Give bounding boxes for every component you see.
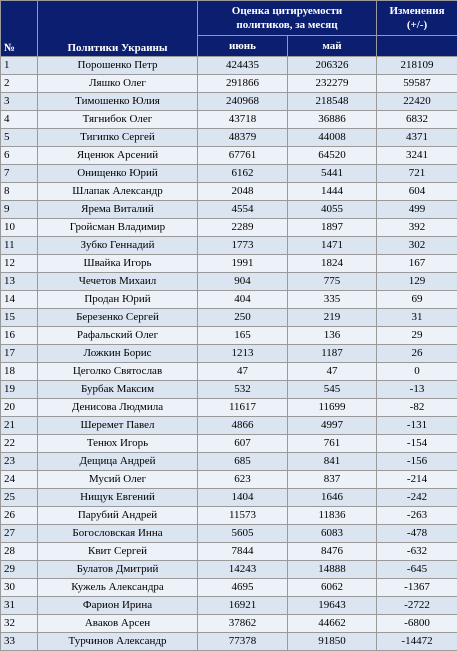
politician-name-cell: Аваков Арсен xyxy=(38,615,198,633)
row-number-cell: 4 xyxy=(1,111,38,129)
table-row xyxy=(1,255,457,273)
table-row xyxy=(1,345,457,363)
row-number-cell: 12 xyxy=(1,255,38,273)
table-row xyxy=(1,93,457,111)
row-number-cell: 18 xyxy=(1,363,38,381)
table-row xyxy=(1,219,457,237)
june-value-cell: 11573 xyxy=(198,507,288,525)
header-change xyxy=(377,1,457,36)
table-row xyxy=(1,291,457,309)
june-value-cell: 904 xyxy=(198,273,288,291)
change-value-cell: 31 xyxy=(377,309,457,327)
june-value-cell: 1991 xyxy=(198,255,288,273)
row-number-cell: 5 xyxy=(1,129,38,147)
june-value-cell: 532 xyxy=(198,381,288,399)
table-row xyxy=(1,165,457,183)
row-number-cell: 16 xyxy=(1,327,38,345)
row-number-cell: 6 xyxy=(1,147,38,165)
row-number-cell: 10 xyxy=(1,219,38,237)
table-header xyxy=(1,1,457,57)
june-value-cell: 1773 xyxy=(198,237,288,255)
table-row xyxy=(1,399,457,417)
change-value-cell: 392 xyxy=(377,219,457,237)
change-value-cell: -82 xyxy=(377,399,457,417)
june-value-cell: 43718 xyxy=(198,111,288,129)
june-value-cell: 6162 xyxy=(198,165,288,183)
may-value-cell: 5441 xyxy=(288,165,377,183)
may-value-cell: 11699 xyxy=(288,399,377,417)
table-row xyxy=(1,543,457,561)
june-value-cell: 623 xyxy=(198,471,288,489)
june-value-cell: 685 xyxy=(198,453,288,471)
change-value-cell: -154 xyxy=(377,435,457,453)
may-value-cell: 36886 xyxy=(288,111,377,129)
row-number-cell: 7 xyxy=(1,165,38,183)
may-value-cell: 4055 xyxy=(288,201,377,219)
politician-name-cell: Цеголко Святослав xyxy=(38,363,198,381)
may-value-cell: 545 xyxy=(288,381,377,399)
june-value-cell: 250 xyxy=(198,309,288,327)
table-row xyxy=(1,363,457,381)
may-value-cell: 335 xyxy=(288,291,377,309)
row-number-cell: 28 xyxy=(1,543,38,561)
politician-name-cell: Шеремет Павел xyxy=(38,417,198,435)
row-number-cell: 13 xyxy=(1,273,38,291)
may-value-cell: 761 xyxy=(288,435,377,453)
table-row xyxy=(1,309,457,327)
may-value-cell: 841 xyxy=(288,453,377,471)
row-number-cell: 23 xyxy=(1,453,38,471)
change-value-cell: -478 xyxy=(377,525,457,543)
may-value-cell: 206326 xyxy=(288,57,377,75)
politician-name-cell: Турчинов Александр xyxy=(38,633,198,651)
politician-name-cell: Шлапак Александр xyxy=(38,183,198,201)
change-value-cell: 218109 xyxy=(377,57,457,75)
table-row xyxy=(1,633,457,651)
june-value-cell: 2289 xyxy=(198,219,288,237)
june-value-cell: 4866 xyxy=(198,417,288,435)
politician-name-cell: Продан Юрий xyxy=(38,291,198,309)
may-value-cell: 837 xyxy=(288,471,377,489)
june-value-cell: 2048 xyxy=(198,183,288,201)
june-value-cell: 4554 xyxy=(198,201,288,219)
june-value-cell: 37862 xyxy=(198,615,288,633)
june-value-cell: 404 xyxy=(198,291,288,309)
header-change-blank xyxy=(377,36,457,57)
table-row xyxy=(1,327,457,345)
politician-name-cell: Нищук Евгений xyxy=(38,489,198,507)
politician-name-cell: Булатов Дмитрий xyxy=(38,561,198,579)
may-value-cell: 1187 xyxy=(288,345,377,363)
politician-name-cell: Фарион Ирина xyxy=(38,597,198,615)
june-value-cell: 240968 xyxy=(198,93,288,111)
june-value-cell: 4695 xyxy=(198,579,288,597)
change-value-cell: 499 xyxy=(377,201,457,219)
may-value-cell: 232279 xyxy=(288,75,377,93)
politician-name-cell: Березенко Сергей xyxy=(38,309,198,327)
table-row xyxy=(1,435,457,453)
table-row xyxy=(1,579,457,597)
politician-name-cell: Швайка Игорь xyxy=(38,255,198,273)
header-june: июнь xyxy=(198,36,288,57)
may-value-cell: 218548 xyxy=(288,93,377,111)
change-value-cell: -156 xyxy=(377,453,457,471)
table-row xyxy=(1,57,457,75)
june-value-cell: 11617 xyxy=(198,399,288,417)
change-value-cell: 69 xyxy=(377,291,457,309)
change-value-cell: -6800 xyxy=(377,615,457,633)
politician-name-cell: Парубий Андрей xyxy=(38,507,198,525)
june-value-cell: 47 xyxy=(198,363,288,381)
may-value-cell: 1646 xyxy=(288,489,377,507)
may-value-cell: 44008 xyxy=(288,129,377,147)
change-value-cell: 167 xyxy=(377,255,457,273)
politician-name-cell: Дещица Андрей xyxy=(38,453,198,471)
change-value-cell: -1367 xyxy=(377,579,457,597)
row-number-cell: 1 xyxy=(1,57,38,75)
table-row xyxy=(1,273,457,291)
row-number-cell: 30 xyxy=(1,579,38,597)
politician-name-cell: Ложкин Борис xyxy=(38,345,198,363)
row-number-cell: 14 xyxy=(1,291,38,309)
change-value-cell: 26 xyxy=(377,345,457,363)
politician-name-cell: Порошенко Петр xyxy=(38,57,198,75)
table-row xyxy=(1,75,457,93)
politician-name-cell: Квит Сергей xyxy=(38,543,198,561)
table-row xyxy=(1,489,457,507)
header-rating-line2: политиков, за месяц xyxy=(236,19,337,31)
may-value-cell: 14888 xyxy=(288,561,377,579)
table-row xyxy=(1,417,457,435)
table-row xyxy=(1,453,457,471)
change-value-cell: -645 xyxy=(377,561,457,579)
change-value-cell: 721 xyxy=(377,165,457,183)
table-row xyxy=(1,147,457,165)
politician-name-cell: Тигипко Сергей xyxy=(38,129,198,147)
politician-name-cell: Денисова Людмила xyxy=(38,399,198,417)
june-value-cell: 16921 xyxy=(198,597,288,615)
politician-name-cell: Мусий Олег xyxy=(38,471,198,489)
may-value-cell: 775 xyxy=(288,273,377,291)
table-row xyxy=(1,129,457,147)
politician-name-cell: Онищенко Юрий xyxy=(38,165,198,183)
row-number-cell: 2 xyxy=(1,75,38,93)
change-value-cell: -242 xyxy=(377,489,457,507)
table-row xyxy=(1,381,457,399)
table-row xyxy=(1,525,457,543)
politician-name-cell: Богословская Инна xyxy=(38,525,198,543)
politician-name-cell: Рафальский Олег xyxy=(38,327,198,345)
june-value-cell: 5605 xyxy=(198,525,288,543)
may-value-cell: 47 xyxy=(288,363,377,381)
politician-name-cell: Ярема Виталий xyxy=(38,201,198,219)
may-value-cell: 6083 xyxy=(288,525,377,543)
may-value-cell: 91850 xyxy=(288,633,377,651)
change-value-cell: -2722 xyxy=(377,597,457,615)
row-number-cell: 22 xyxy=(1,435,38,453)
change-value-cell: 129 xyxy=(377,273,457,291)
row-number-cell: 25 xyxy=(1,489,38,507)
change-value-cell: -263 xyxy=(377,507,457,525)
may-value-cell: 64520 xyxy=(288,147,377,165)
table-row xyxy=(1,597,457,615)
row-number-cell: 17 xyxy=(1,345,38,363)
may-value-cell: 4997 xyxy=(288,417,377,435)
table-row xyxy=(1,615,457,633)
politician-name-cell: Кужель Александра xyxy=(38,579,198,597)
change-value-cell: 302 xyxy=(377,237,457,255)
june-value-cell: 1213 xyxy=(198,345,288,363)
change-value-cell: -14472 xyxy=(377,633,457,651)
may-value-cell: 1471 xyxy=(288,237,377,255)
june-value-cell: 7844 xyxy=(198,543,288,561)
row-number-cell: 15 xyxy=(1,309,38,327)
change-value-cell: 604 xyxy=(377,183,457,201)
row-number-cell: 27 xyxy=(1,525,38,543)
politician-name-cell: Тимошенко Юлия xyxy=(38,93,198,111)
june-value-cell: 1404 xyxy=(198,489,288,507)
june-value-cell: 165 xyxy=(198,327,288,345)
change-value-cell: 0 xyxy=(377,363,457,381)
june-value-cell: 14243 xyxy=(198,561,288,579)
row-number-cell: 21 xyxy=(1,417,38,435)
may-value-cell: 8476 xyxy=(288,543,377,561)
change-value-cell: 4371 xyxy=(377,129,457,147)
row-number-cell: 24 xyxy=(1,471,38,489)
row-number-cell: 33 xyxy=(1,633,38,651)
june-value-cell: 291866 xyxy=(198,75,288,93)
may-value-cell: 19643 xyxy=(288,597,377,615)
row-number-cell: 31 xyxy=(1,597,38,615)
row-number-cell: 3 xyxy=(1,93,38,111)
change-value-cell: 59587 xyxy=(377,75,457,93)
may-value-cell: 1444 xyxy=(288,183,377,201)
header-number: № xyxy=(1,1,38,57)
may-value-cell: 136 xyxy=(288,327,377,345)
table-row xyxy=(1,111,457,129)
change-value-cell: 3241 xyxy=(377,147,457,165)
politician-name-cell: Чечетов Михаил xyxy=(38,273,198,291)
row-number-cell: 19 xyxy=(1,381,38,399)
change-value-cell: 22420 xyxy=(377,93,457,111)
row-number-cell: 8 xyxy=(1,183,38,201)
row-number-cell: 9 xyxy=(1,201,38,219)
may-value-cell: 219 xyxy=(288,309,377,327)
may-value-cell: 6062 xyxy=(288,579,377,597)
table-row xyxy=(1,507,457,525)
june-value-cell: 48379 xyxy=(198,129,288,147)
header-rating xyxy=(198,1,377,36)
header-politicians: Политики Украины xyxy=(38,1,198,57)
politician-name-cell: Тягнибок Олег xyxy=(38,111,198,129)
may-value-cell: 44662 xyxy=(288,615,377,633)
row-number-cell: 32 xyxy=(1,615,38,633)
row-number-cell: 20 xyxy=(1,399,38,417)
row-number-cell: 29 xyxy=(1,561,38,579)
header-may: май xyxy=(288,36,377,57)
politician-name-cell: Ляшко Олег xyxy=(38,75,198,93)
row-number-cell: 11 xyxy=(1,237,38,255)
change-value-cell: -131 xyxy=(377,417,457,435)
politician-name-cell: Бурбак Максим xyxy=(38,381,198,399)
change-value-cell: 6832 xyxy=(377,111,457,129)
table-body xyxy=(1,57,457,651)
politician-name-cell: Зубко Геннадий xyxy=(38,237,198,255)
table-row xyxy=(1,471,457,489)
header-change-line2: (+/-) xyxy=(407,19,427,31)
june-value-cell: 424435 xyxy=(198,57,288,75)
table-row xyxy=(1,183,457,201)
june-value-cell: 67761 xyxy=(198,147,288,165)
header-change-line1: Изменения xyxy=(389,5,444,17)
politician-name-cell: Тенюх Игорь xyxy=(38,435,198,453)
may-value-cell: 11836 xyxy=(288,507,377,525)
table-row xyxy=(1,201,457,219)
change-value-cell: -632 xyxy=(377,543,457,561)
table-row xyxy=(1,561,457,579)
politician-name-cell: Гройсман Владимир xyxy=(38,219,198,237)
may-value-cell: 1824 xyxy=(288,255,377,273)
may-value-cell: 1897 xyxy=(288,219,377,237)
row-number-cell: 26 xyxy=(1,507,38,525)
header-rating-line1: Оценка цитируемости xyxy=(232,5,342,17)
june-value-cell: 77378 xyxy=(198,633,288,651)
change-value-cell: -13 xyxy=(377,381,457,399)
june-value-cell: 607 xyxy=(198,435,288,453)
change-value-cell: 29 xyxy=(377,327,457,345)
politician-name-cell: Яценюк Арсений xyxy=(38,147,198,165)
change-value-cell: -214 xyxy=(377,471,457,489)
table-row xyxy=(1,237,457,255)
